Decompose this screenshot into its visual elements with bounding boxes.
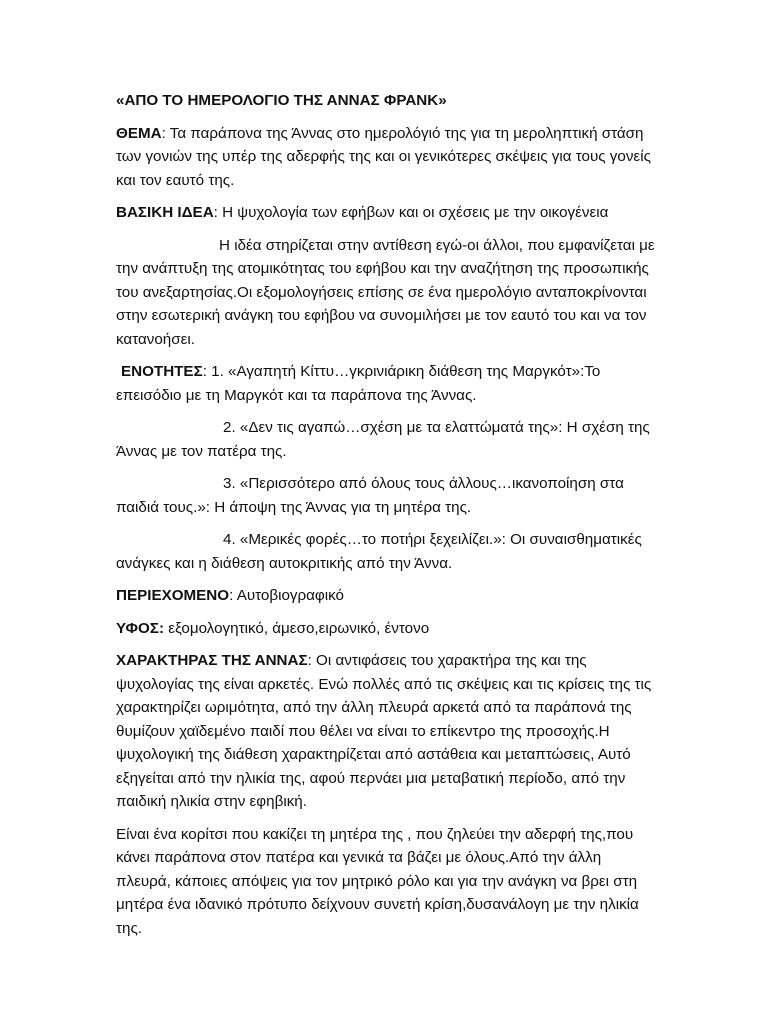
- xaraktiras-label: ΧΑΡΑΚΤΗΡΑΣ ΤΗΣ ΑΝΝΑΣ: [116, 652, 308, 669]
- enotites-item-4: 4. «Μερικές φορές…το ποτήρι ξεχειλίζει.»: Οι συναισθηματικές ανάγκες και η διάθεση αυτοκριτικής από την Άννα.: [116, 531, 642, 572]
- vasiki-idea-paragraph: [116, 201, 656, 225]
- final-paragraph: Είναι ένα κορίτσι που κακίζει τη μητέρα της , που ζηλεύει την αδερφή της,που κάνει παράπονα στον πατέρα και γενικά τα βάζει με όλους.Από την άλλη πλευρά, κάποιες απόψεις για τον μητρικό ρόλο και για την ανάγκη να βρει στη μητέρα ένα ιδανικό πρότυπο δείχνουν συνετή κρίση,δυσανάλογη με την ηλικία της.: [116, 825, 639, 937]
- enotites-item-2: 2. «Δεν τις αγαπώ…σχέση με τα ελαττώματά της»: Η σχέση της Άννας με τον πατέρα της.: [116, 419, 650, 460]
- periexomeno-paragraph: [116, 584, 656, 608]
- enotites-paragraph: [116, 360, 656, 407]
- yfos-label: ΥΦΟΣ:: [116, 619, 165, 637]
- enotites-label: ΕΝΟΤΗΤΕΣ: [121, 363, 203, 380]
- xaraktiras-text: : Οι αντιφάσεις του χαρακτήρα της και της ψυχολογίας της είναι αρκετές. Ενώ πολλές από τις σκέψεις και τις κρίσεις της τις χαρακτηρίζει ωριμότητα, από την άλλη πλευρά αρκετά από τα παράπονά της θυμίζουν χαϊδεμένο παιδί που θέλει να είναι το επίκεντρο της προσοχής.Η ψυχολογική της διάθεση χαρακτηρίζεται από αστάθεια και μεταπτώσεις, Αυτό εξηγείται από την ηλικία της, αφού περνάει μια μεταβατική περίοδο, από την παιδική ηλικία στην εφηβική.: [116, 652, 652, 810]
- yfos-paragraph: [116, 617, 656, 641]
- enotites-item-1: : 1. «Αγαπητή Κίττυ…γκρινιάρικη διάθεση της Μαργκότ»:Το επεισόδιο με τη Μαργκότ και τα παράπονα της Άννας.: [116, 363, 601, 404]
- enotites-item-2-paragraph: [116, 416, 656, 463]
- periexomeno-label: ΠΕΡΙΕΧΟΜΕΝΟ: [116, 587, 230, 604]
- vasiki-idea-text: : Η ψυχολογία των εφήβων και οι σχέσεις με την οικογένεια: [213, 204, 609, 221]
- enotites-item-4-paragraph: [116, 528, 656, 575]
- vasiki-idea-label: ΒΑΣΙΚΗ ΙΔΕΑ: [116, 204, 214, 221]
- thema-text: : Τα παράπονα της Άννας στο ημερολόγιό της για τη μεροληπτική στάση των γονιών της υπέρ της αδερφής της και οι γενικότερες σκέψεις για τους γονείς και τον εαυτό της.: [116, 124, 651, 189]
- enotites-item-3: 3. «Περισσότερο από όλους τους άλλους…ικανοποίηση στα παιδιά τους.»: Η άποψη της Άννας για τη μητέρα της.: [116, 475, 624, 516]
- document-title: «ΑΠΟ ΤΟ ΗΜΕΡΟΛΟΓΙΟ ΤΗΣ ΑΝΝΑΣ ΦΡΑΝΚ»: [116, 92, 447, 109]
- thema-label: ΘΕΜΑ: [116, 124, 162, 142]
- xaraktiras-paragraph: [116, 649, 656, 814]
- enotites-item-3-paragraph: [116, 472, 656, 519]
- periexomeno-text: : Αυτοβιογραφικό: [229, 587, 345, 604]
- yfos-text: εξομολογητικό, άμεσο,ειρωνικό, έντονο: [164, 619, 430, 637]
- thema-paragraph: [116, 122, 656, 193]
- idea-text: Η ιδέα στηρίζεται στην αντίθεση εγώ-οι άλλοι, που εμφανίζεται με την ανάπτυξη της ατομικότητας του εφήβου και την αναζήτηση της προσωπικής του ανεξαρτησίας.Οι εξομολογήσεις επίσης σε ένα ημερολόγιο ανταποκρίνονται στην εσωτερική ανάγκη του εφήβου να συνομιλήσει με τον εαυτό του και να τον κατανοήσει.: [116, 236, 655, 348]
- idea-paragraph: [116, 234, 656, 352]
- document-page: [116, 89, 656, 949]
